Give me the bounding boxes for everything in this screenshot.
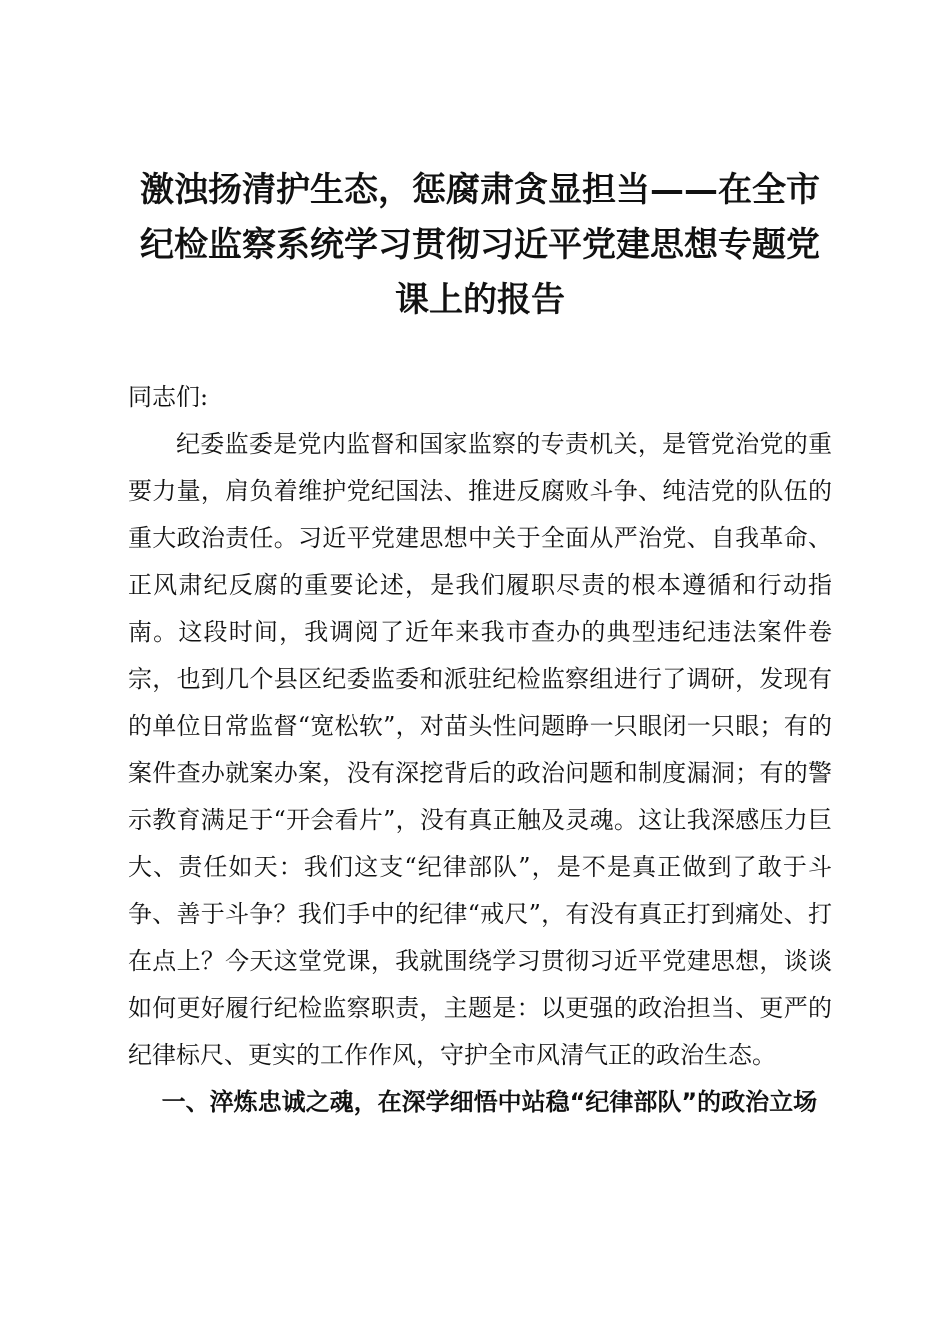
salutation: 同志们: bbox=[128, 383, 209, 411]
document-title: 激浊扬清护生态，惩腐肃贪显担当——在全市纪检监察系统学习贯彻习近平党建思想专题党课上的报告 bbox=[140, 170, 820, 320]
section-heading: 一、淬炼忠诚之魂，在深学细悟中站稳“纪律部队”的政治立场 bbox=[161, 1088, 818, 1116]
document-body bbox=[128, 374, 832, 1126]
body-paragraph: 纪委监委是党内监督和国家监察的专责机关，是管党治党的重要力量，肩负着维护党纪国法、推进反腐败斗争、纯洁党的队伍的重大政治责任。习近平党建思想中关于全面从严治党、自我革命、正风肃纪反腐的重要论述，是我们履职尽责的根本遵循和行动指南。这段时间，我调阅了近年来我市查办的典型违纪违法案件卷宗，也到几个县区纪委监委和派驻纪检监察组进行了调研，发现有的单位日常监督“宽松软”，对苗头性问题睁一只眼闭一只眼；有的案件查办就案办案，没有深挖背后的政治问题和制度漏洞；有的警示教育满足于“开会看片”，没有真正触及灵魂。这让我深感压力巨大、责任如天：我们这支“纪律部队”，是不是真正做到了敢于斗争、善于斗争？我们手中的纪律“戒尺”，有没有真正打到痛处、打在点上？今天这堂党课，我就围绕学习贯彻习近平党建思想，谈谈如何更好履行纪检监察职责，主题是：以更强的政治担当、更严的纪律标尺、更实的工作作风，守护全市风清气正的政治生态。 bbox=[128, 430, 832, 1069]
